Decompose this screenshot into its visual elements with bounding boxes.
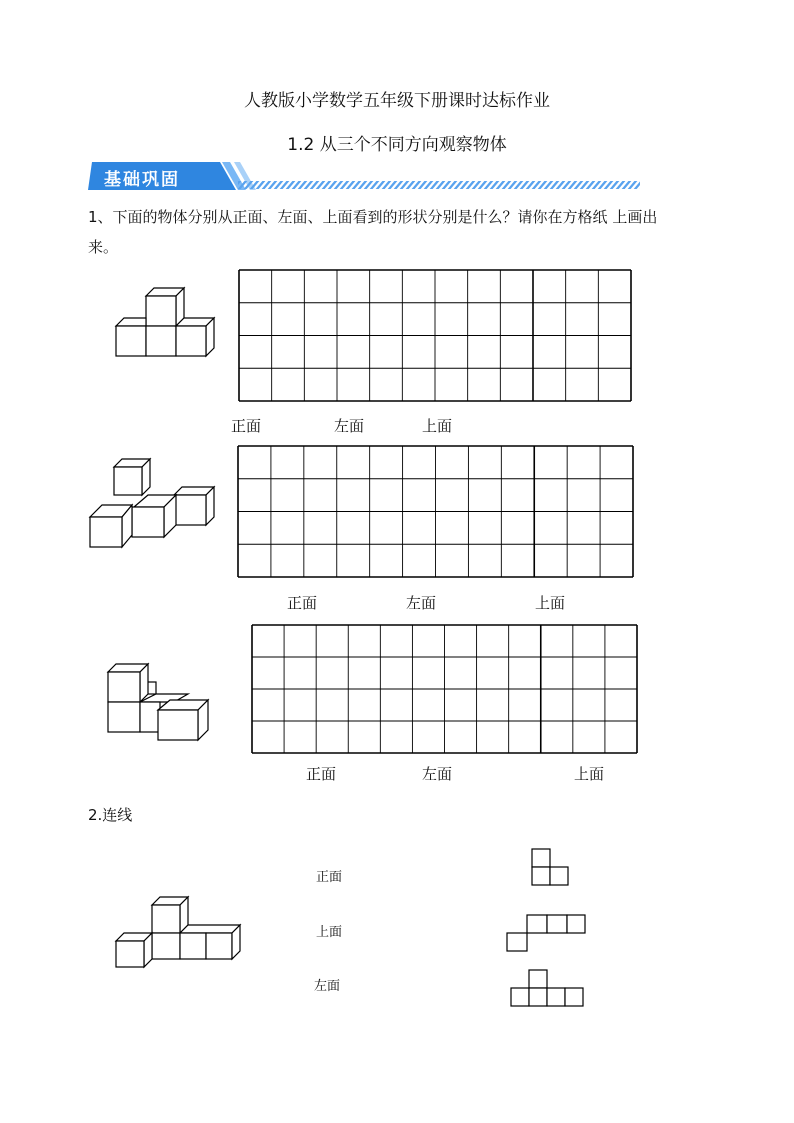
q2-title: 2.连线 xyxy=(88,806,133,824)
q2-shape-a[interactable] xyxy=(531,848,571,888)
q1-grid-1[interactable] xyxy=(238,269,632,402)
grid3-label-front: 正面 xyxy=(306,765,337,783)
grid3-label-left: 左面 xyxy=(422,765,453,783)
q2-view-left[interactable]: 左面 xyxy=(314,979,341,994)
q1-grid-3[interactable] xyxy=(251,624,638,754)
banner-label: 基础巩固 xyxy=(104,170,180,190)
q2-cube-figure xyxy=(114,895,244,970)
grid1-label-top: 上面 xyxy=(422,417,453,435)
q1-text-line1: 1、下面的物体分别从正面、左面、上面看到的形状分别是什么？请你在方格纸 上画出 xyxy=(88,208,658,226)
banner-hatch xyxy=(238,181,640,189)
q2-view-top[interactable]: 上面 xyxy=(316,925,343,940)
q2-shape-c[interactable] xyxy=(510,969,590,1009)
q1-cube-figure-2 xyxy=(86,455,221,555)
q1-cube-figure-3 xyxy=(104,660,214,745)
q1-cube-figure-1 xyxy=(110,282,225,362)
grid1-label-left: 左面 xyxy=(334,417,365,435)
grid2-label-front: 正面 xyxy=(287,594,318,612)
grid3-label-top: 上面 xyxy=(574,765,605,783)
q2-shape-b[interactable] xyxy=(506,914,588,954)
q2-view-front[interactable]: 正面 xyxy=(316,870,343,885)
lesson-subtitle: 1.2 从三个不同方向观察物体 xyxy=(287,135,507,155)
grid1-label-front: 正面 xyxy=(231,417,262,435)
grid2-label-left: 左面 xyxy=(406,594,437,612)
grid2-label-top: 上面 xyxy=(535,594,566,612)
page-title: 人教版小学数学五年级下册课时达标作业 xyxy=(244,91,550,111)
q1-grid-2[interactable] xyxy=(237,445,634,578)
q1-text-line2: 来。 xyxy=(88,238,119,256)
